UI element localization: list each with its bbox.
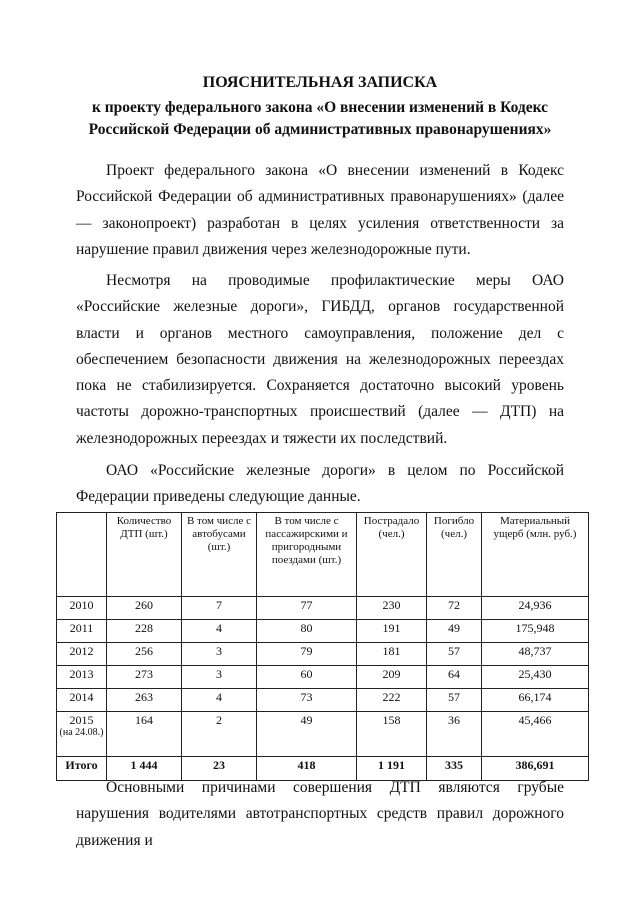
paragraph-3: ОАО «Российские железные дороги» в целом по Российской Федерации приведены следующие данные. <box>76 462 564 506</box>
injured-cell: 222 <box>357 689 427 712</box>
killed-cell: 57 <box>427 689 482 712</box>
header-cell-dtp: Количество ДТП (шт.) <box>107 513 182 597</box>
year-value: 2015 <box>69 713 94 727</box>
killed-cell: 72 <box>427 597 482 620</box>
dtp-cell: 164 <box>107 712 182 757</box>
subtitle-line-1: к проекту федерального закона «О внесении изменений в Кодекс <box>91 99 549 116</box>
dtp-cell: 228 <box>107 620 182 643</box>
buses-cell: 7 <box>182 597 257 620</box>
total-injured-cell: 1 191 <box>357 757 427 781</box>
damage-cell: 48,737 <box>482 643 589 666</box>
document-subtitle <box>60 97 580 141</box>
header-cell-injured: Пострадало (чел.) <box>357 513 427 597</box>
injured-cell: 230 <box>357 597 427 620</box>
header-cell-killed: Погибло (чел.) <box>427 513 482 597</box>
damage-cell: 66,174 <box>482 689 589 712</box>
dtp-cell: 256 <box>107 643 182 666</box>
killed-cell: 49 <box>427 620 482 643</box>
buses-cell: 3 <box>182 643 257 666</box>
total-dtp-cell: 1 444 <box>107 757 182 781</box>
total-buses-cell: 23 <box>182 757 257 781</box>
header-cell-year <box>57 513 107 597</box>
injured-cell: 181 <box>357 643 427 666</box>
dtp-cell: 260 <box>107 597 182 620</box>
table-header-row <box>57 513 589 597</box>
damage-cell: 175,948 <box>482 620 589 643</box>
table-row <box>57 597 589 620</box>
table-row <box>57 666 589 689</box>
buses-cell: 2 <box>182 712 257 757</box>
total-damage-cell: 386,691 <box>482 757 589 781</box>
year-cell: 2013 <box>57 666 107 689</box>
buses-cell: 4 <box>182 620 257 643</box>
table-row <box>57 643 589 666</box>
accident-statistics-table <box>56 512 589 781</box>
paragraph-4: Основными причинами совершения ДТП являются грубые нарушения водителями автотранспортных средств правил дорожного движения и <box>76 779 564 849</box>
total-trains-cell: 418 <box>257 757 357 781</box>
header-cell-buses: В том числе с автобусами (шт.) <box>182 513 257 597</box>
trains-cell: 73 <box>257 689 357 712</box>
year-cell: 2012 <box>57 643 107 666</box>
damage-cell: 45,466 <box>482 712 589 757</box>
injured-cell: 209 <box>357 666 427 689</box>
trains-cell: 49 <box>257 712 357 757</box>
year-cell: 2011 <box>57 620 107 643</box>
table-row <box>57 620 589 643</box>
year-cell: 2010 <box>57 597 107 620</box>
dtp-cell: 273 <box>107 666 182 689</box>
damage-cell: 25,430 <box>482 666 589 689</box>
trains-cell: 80 <box>257 620 357 643</box>
year-cell <box>57 712 107 757</box>
paragraph-1: Проект федерального закона «О внесении изменений в Кодекс Российской Федерации об административных правонарушениях» (далее — законопроект) разработан в целях усиления ответственности за нарушение правил движения через железнодорожные пути. <box>76 162 564 258</box>
header-cell-damage: Материальный ущерб (млн. руб.) <box>482 513 589 597</box>
damage-cell: 24,936 <box>482 597 589 620</box>
year-cell: 2014 <box>57 689 107 712</box>
trains-cell: 79 <box>257 643 357 666</box>
buses-cell: 3 <box>182 666 257 689</box>
document-title: ПОЯСНИТЕЛЬНАЯ ЗАПИСКА <box>202 74 438 91</box>
trains-cell: 60 <box>257 666 357 689</box>
table-row <box>57 689 589 712</box>
year-note: (на 24.08.) <box>59 727 104 738</box>
injured-cell: 158 <box>357 712 427 757</box>
killed-cell: 64 <box>427 666 482 689</box>
paragraph-2: Несмотря на проводимые профилактические меры ОАО «Российские железные дороги», ГИБДД, органов государственной власти и органов местного самоуправления, положение дел с обеспечением безопасности движения на железнодорожных переездах пока не стабилизируется. Сохраняется достаточно высокий уровень частоты дорожно-транспортных происшествий (далее — ДТП) на железнодорожных переездах и тяжести их последствий. <box>76 272 564 447</box>
trains-cell: 77 <box>257 597 357 620</box>
header-cell-trains: В том числе с пассажирскими и пригородными поездами (шт.) <box>257 513 357 597</box>
killed-cell: 57 <box>427 643 482 666</box>
table-row <box>57 712 589 757</box>
killed-cell: 36 <box>427 712 482 757</box>
buses-cell: 4 <box>182 689 257 712</box>
injured-cell: 191 <box>357 620 427 643</box>
dtp-cell: 263 <box>107 689 182 712</box>
subtitle-line-2: Российской Федерации об административных правонарушениях» <box>88 121 552 138</box>
total-label-cell: Итого <box>57 757 107 781</box>
total-killed-cell: 335 <box>427 757 482 781</box>
